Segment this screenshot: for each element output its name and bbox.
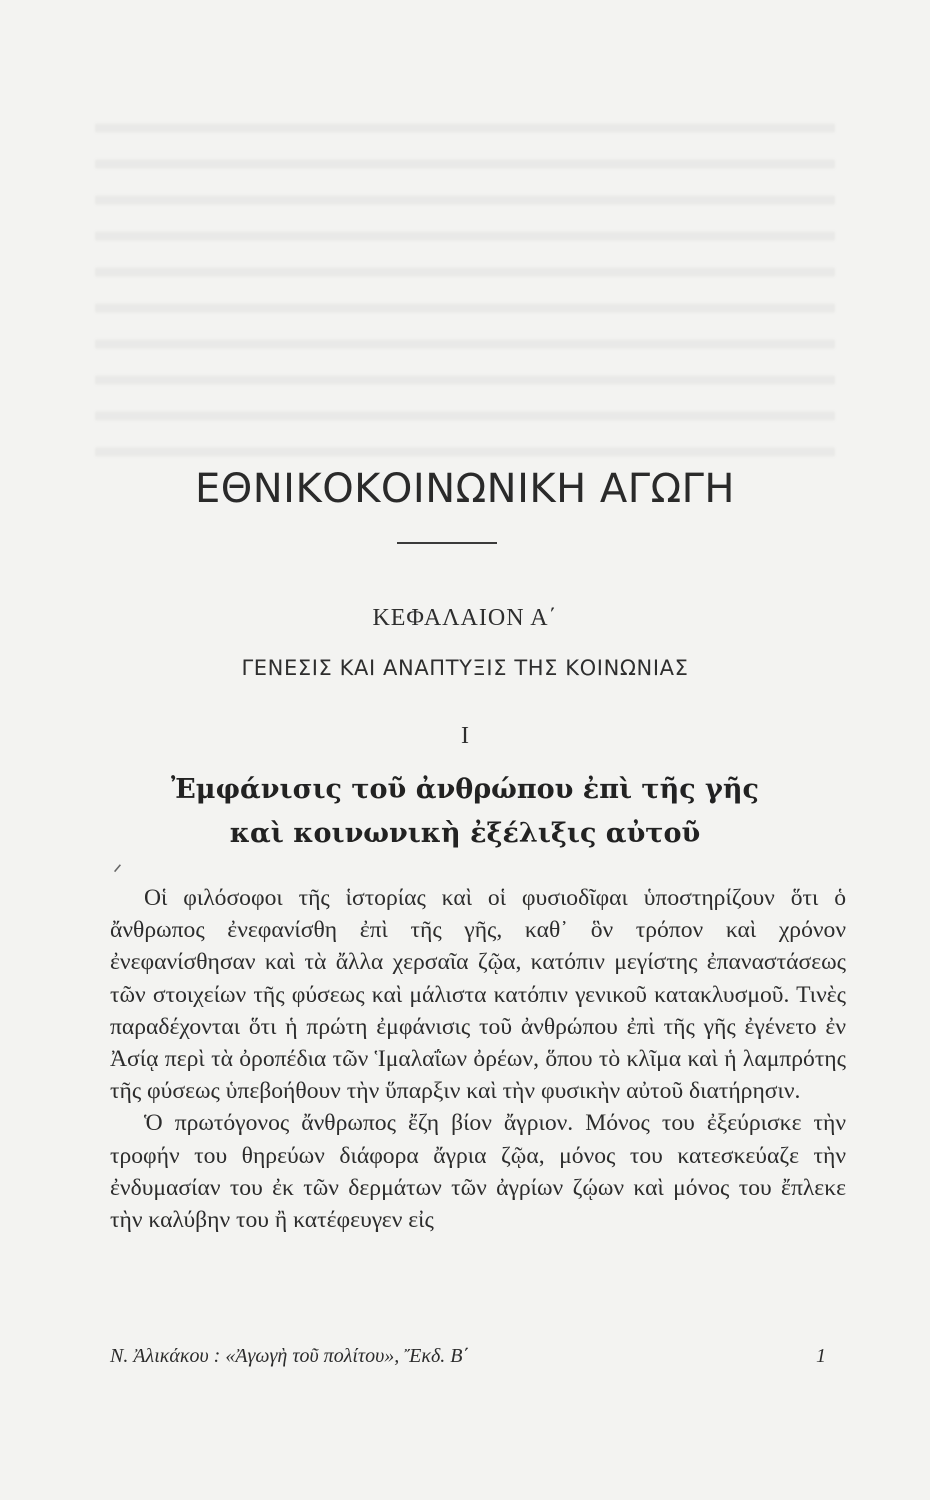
- footer-source: Ν. Ἀλικάκου : «Ἀγωγὴ τοῦ πολίτου», Ἔκδ. Β΄: [110, 1345, 470, 1367]
- book-title: ΕΘΝΙΚΟΚΟΙΝΩΝΙΚΗ ΑΓΩΓΗ: [194, 466, 735, 512]
- bleed-through-text: [95, 105, 835, 465]
- paragraph-1: Οἱ φιλόσοφοι τῆς ἱστορίας καὶ οἱ φυσιοδῖφαι ὑποστηρίζουν ὅτι ὁ ἄνθρωπος ἐνεφανίσθη ἐπὶ τῆς γῆς, καθ᾽ ὃν τρόπον καὶ χρόνον ἐνεφανίσθησαν καὶ τὰ ἄλλα χερσαῖα ζῷα, κατόπιν μεγίστης ἐπαναστάσεως τῶν στοιχείων τῆς φύσεως καὶ μάλιστα κατόπιν γενικοῦ κατακλυσμοῦ. Τινὲς παραδέχονται ὅτι ἡ πρώτη ἐμφάνισις τοῦ ἀνθρώπου ἐπὶ τῆς γῆς ἐγένετο ἐν Ἀσίᾳ περὶ τὰ ὀροπέδια τῶν Ἱμαλαΐων ὀρέων, ὅπου τὸ κλῖμα καὶ ἡ λαμπρότης τῆς φύσεως ὑπεβοήθουν τὴν ὕπαρξιν καὶ τὴν φυσικὴν αὐτοῦ διατήρησιν.: [110, 885, 846, 1105]
- section-heading-line-1: Ἐμφάνισις τοῦ ἀνθρώπου ἐπὶ τῆς γῆς: [171, 774, 759, 805]
- section-heading-line-2: καὶ κοινωνικὴ ἐξέλιξις αὐτοῦ: [229, 818, 701, 849]
- title-divider: [397, 542, 497, 544]
- body-text: [110, 882, 846, 1236]
- section-numeral: Ι: [461, 723, 469, 749]
- chapter-subtitle: ΓΕΝΕΣΙΣ ΚΑΙ ΑΝΑΠΤΥΞΙΣ ΤΗΣ ΚΟΙΝΩΝΙΑΣ: [241, 656, 689, 680]
- page-footer: [110, 1345, 846, 1368]
- paragraph-2: Ὁ πρωτόγονος ἄνθρωπος ἔζη βίον ἄγριον. Μόνος του ἐξεύρισκε τὴν τροφήν του θηρεύων διάφορα ἄγρια ζῷα, μόνος του κατεσκεύαζε τὴν ἐνδυμασίαν του ἐκ τῶν δερμάτων τῶν ἀγρίων ζῴων καὶ μόνος του ἔπλεκε τὴν καλύβην του ἢ κατέφευγεν εἰς: [110, 1110, 846, 1234]
- page-number: 1: [816, 1345, 826, 1367]
- pencil-mark: ᐟ: [113, 860, 123, 885]
- chapter-label: ΚΕΦΑΛΑΙΟΝ Α΄: [372, 605, 558, 631]
